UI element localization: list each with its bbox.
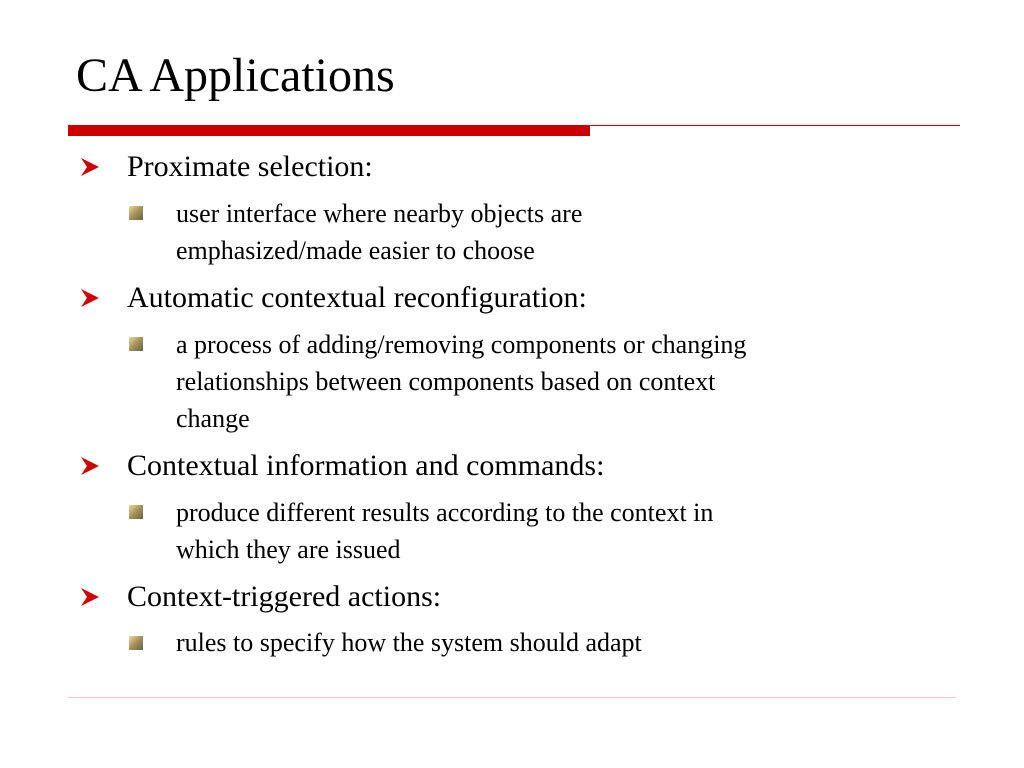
slide-title: CA Applications bbox=[76, 49, 395, 102]
title-rule-thick bbox=[68, 125, 590, 136]
sub-bullet-line: rules to specify how the system should adapt bbox=[176, 628, 642, 657]
sub-bullet-text bbox=[176, 326, 956, 437]
sub-bullet-text bbox=[176, 494, 956, 568]
sub-bullet-line: change bbox=[176, 404, 250, 433]
bullet-label: Automatic contextual reconfiguration: bbox=[127, 281, 587, 314]
arrow-bullet-icon bbox=[78, 454, 102, 478]
sub-bullet-line: a process of adding/removing components or changing bbox=[176, 330, 747, 359]
sub-bullet-line: produce different results according to the context in bbox=[176, 498, 714, 527]
square-bullet-icon bbox=[129, 505, 143, 519]
arrow-bullet-icon bbox=[78, 585, 102, 609]
bullet-label: Proximate selection: bbox=[127, 150, 373, 183]
sub-bullet-text bbox=[176, 195, 956, 269]
arrow-bullet-icon bbox=[78, 286, 102, 310]
footer-rule bbox=[68, 697, 956, 698]
sub-bullet-line: relationships between components based on context bbox=[176, 367, 716, 396]
square-bullet-icon bbox=[129, 636, 143, 650]
square-bullet-icon bbox=[129, 337, 143, 351]
sub-bullet-text bbox=[176, 624, 956, 661]
square-bullet-icon bbox=[129, 206, 143, 220]
arrow-bullet-icon bbox=[78, 155, 102, 179]
sub-bullet-line: emphasized/made easier to choose bbox=[176, 236, 535, 265]
sub-bullet-line: user interface where nearby objects are bbox=[176, 199, 583, 228]
bullet-label: Context-triggered actions: bbox=[127, 580, 442, 613]
sub-bullet-line: which they are issued bbox=[176, 535, 401, 564]
bullet-label: Contextual information and commands: bbox=[127, 449, 605, 482]
